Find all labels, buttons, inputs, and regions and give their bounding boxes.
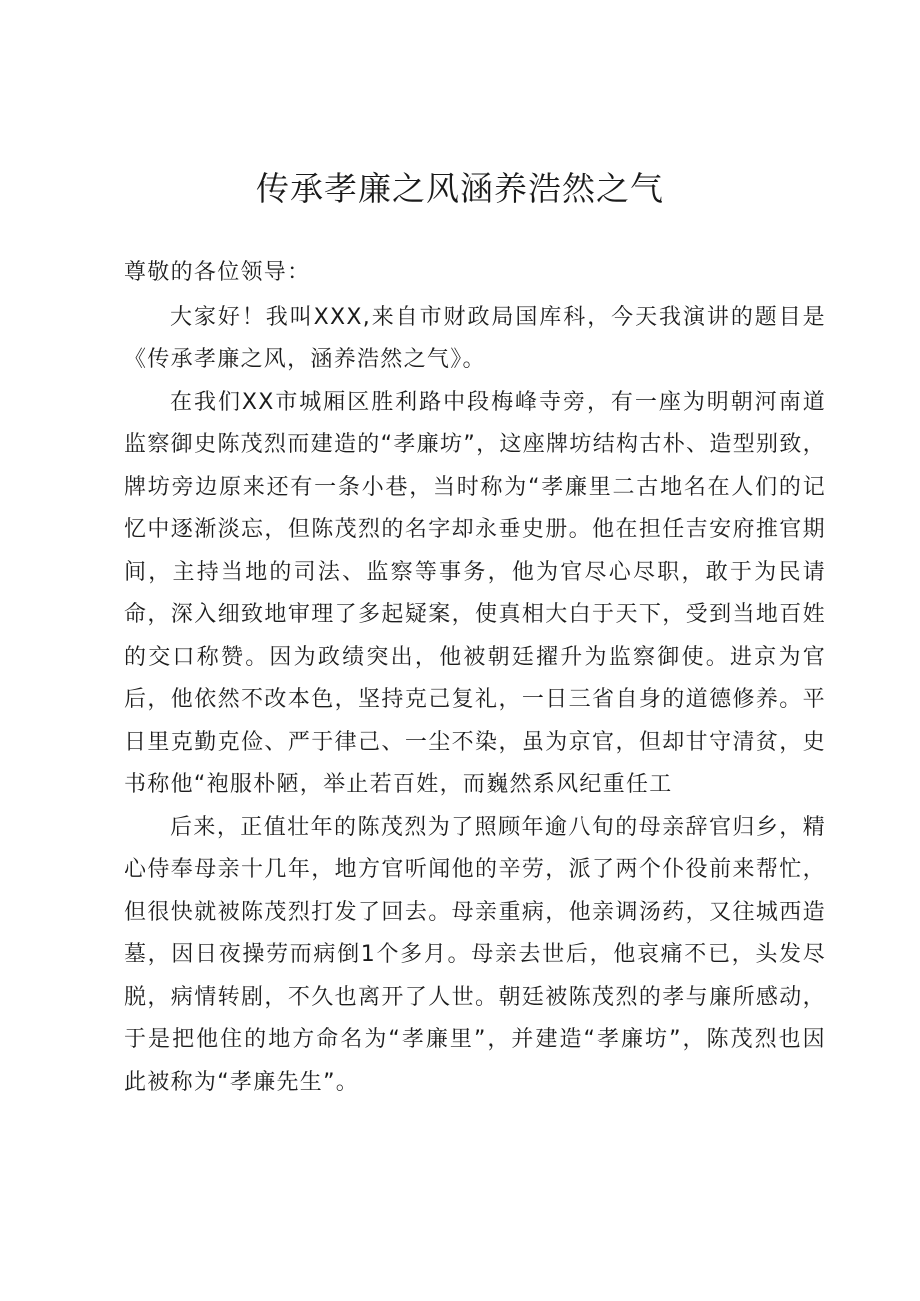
salutation: 尊敬的各位领导： xyxy=(124,260,311,285)
document-body xyxy=(124,252,826,1104)
paragraph-later-life: 后来，正值壮年的陈茂烈为了照顾年逾八旬的母亲辞官归乡，精心侍奉母亲十几年，地方官听闻他的辛劳，派了两个仆役前来帮忙，但很快就被陈茂烈打发了回去。母亲重病，他亲调汤药，又往城西造墓，因日夜操劳而病倒1个多月。母亲去世后，他哀痛不已，头发尽脱，病情转剧，不久也离开了人世。朝廷被陈茂烈的孝与廉所感动，于是把他住的地方命名为“孝廉里”，并建造“孝廉坊”，陈茂烈也因此被称为“孝廉先生”。 xyxy=(124,814,826,1095)
paragraph-story: 在我们XX市城厢区胜利路中段梅峰寺旁，有一座为明朝河南道监察御史陈茂烈而建造的“孝廉坊”，这座牌坊结构古朴、造型别致，牌坊旁边原来还有一条小巷，当时称为“孝廉里二古地名在人们的记忆中逐渐淡忘，但陈茂烈的名字却永垂史册。他在担任吉安府推官期间，主持当地的司法、监察等事务，他为官尽心尽职，敢于为民请命，深入细致地审理了多起疑案，使真相大白于天下，受到当地百姓的交口称赞。因为政绩突出，他被朝廷擢升为监察御使。进京为官后，他依然不改本色，坚持克己复礼，一日三省自身的道德修养。平日里克勤克俭、严于律己、一尘不染，虽为京官，但却甘守清贫，史书称他“袍服朴陋，举止若百姓，而巍然系风纪重任工 xyxy=(124,389,826,797)
paragraph-intro: 大家好！我叫XXX,来自市财政局国库科，今天我演讲的题目是《传承孝廉之风，涵养浩然之气》。 xyxy=(124,304,826,372)
document-title: 传承孝廉之风涵养浩然之气 xyxy=(256,169,664,208)
